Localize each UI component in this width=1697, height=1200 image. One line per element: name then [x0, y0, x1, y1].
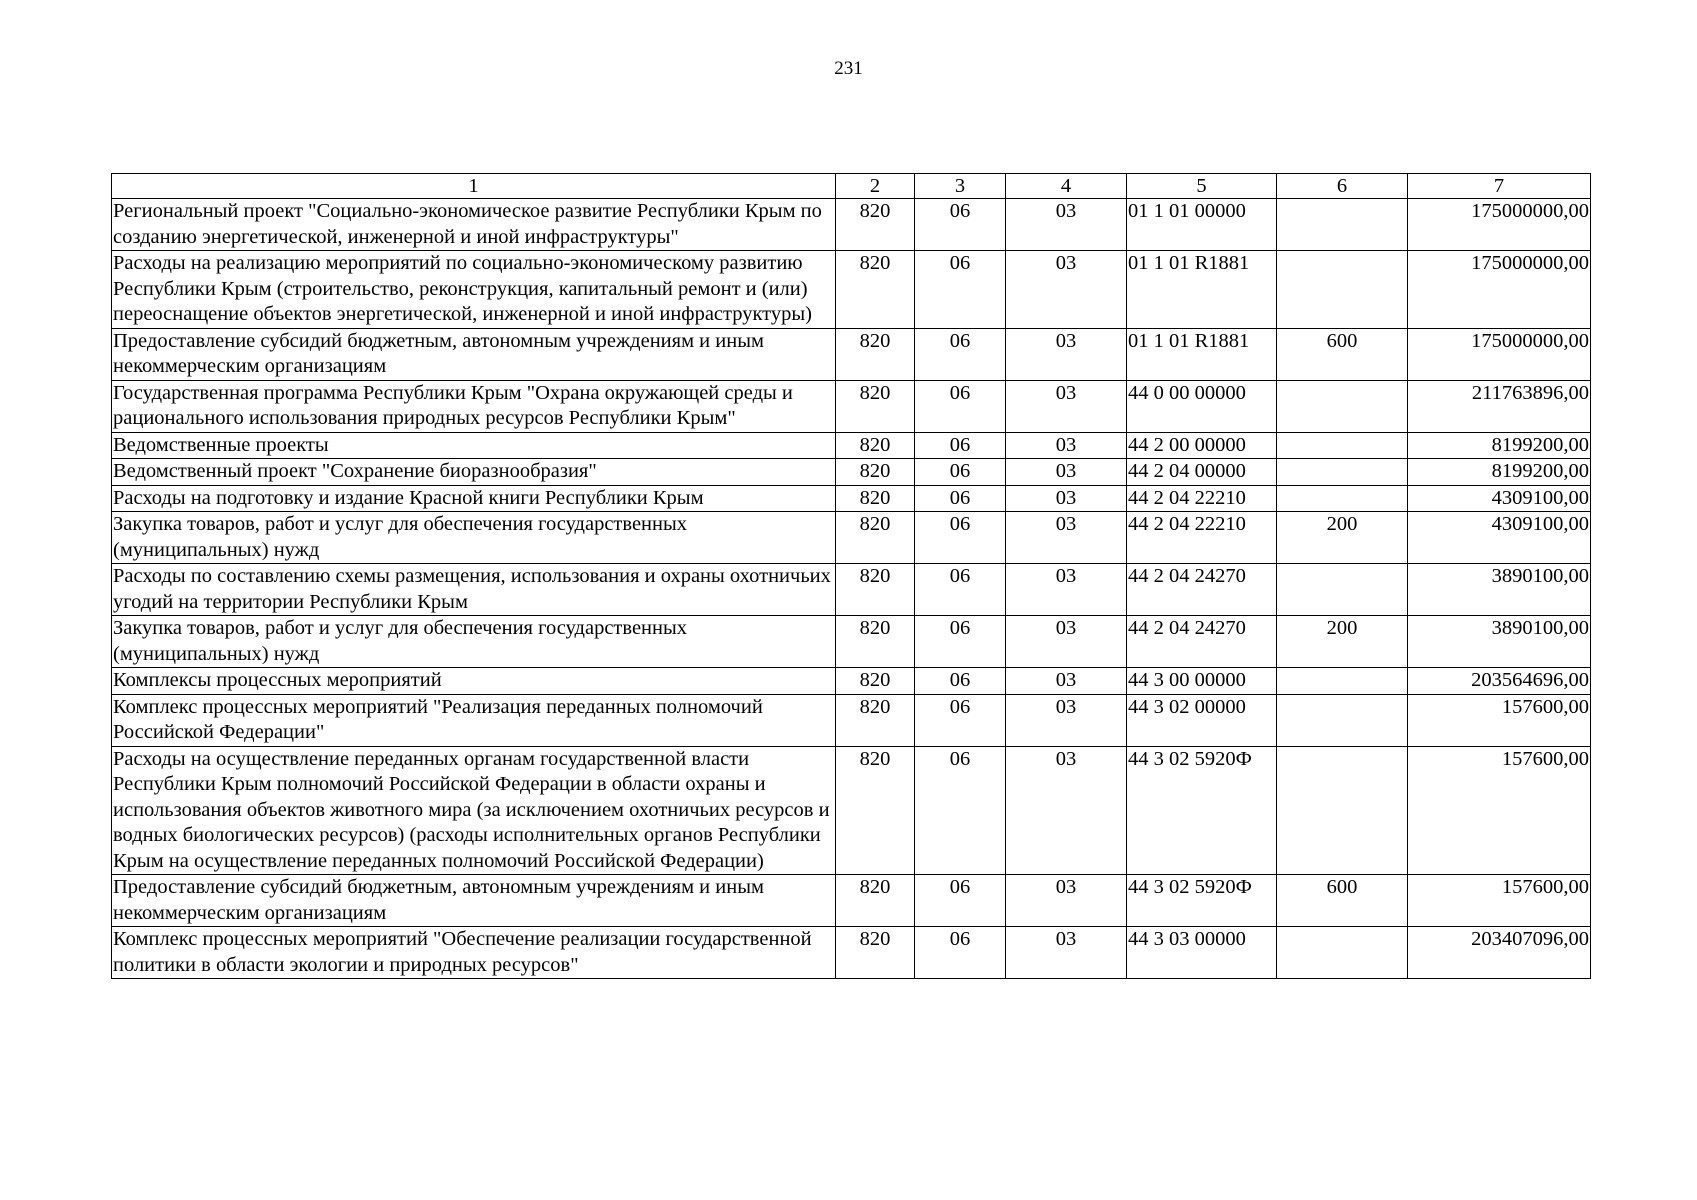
cell-col-7: 211763896,00 — [1408, 380, 1591, 432]
cell-col-6 — [1277, 694, 1408, 746]
cell-col-6 — [1277, 199, 1408, 251]
cell-col-7: 175000000,00 — [1408, 328, 1591, 380]
cell-name: Комплекс процессных мероприятий "Реализация переданных полномочий Российской Федерации" — [112, 694, 836, 746]
cell-col-7: 203564696,00 — [1408, 668, 1591, 695]
cell-col-2: 820 — [836, 927, 915, 979]
cell-col-6 — [1277, 380, 1408, 432]
cell-col-4: 03 — [1006, 694, 1127, 746]
cell-name: Расходы на осуществление переданных органам государственной власти Республики Крым полномочий Российской Федерации в области охраны и использования объектов животного мира (за исключением охотничьих ресурсов и водных биологических ресурсов) (расходы исполнительных органов Республики Крым на осуществление переданных полномочий Российской Федерации) — [112, 746, 836, 875]
cell-col-5: 44 2 04 22210 — [1127, 512, 1277, 564]
cell-col-7: 203407096,00 — [1408, 927, 1591, 979]
table-row — [112, 668, 1591, 695]
cell-col-2: 820 — [836, 694, 915, 746]
cell-col-5: 44 3 00 00000 — [1127, 668, 1277, 695]
cell-col-2: 820 — [836, 199, 915, 251]
cell-col-2: 820 — [836, 564, 915, 616]
table-row — [112, 694, 1591, 746]
cell-col-6 — [1277, 432, 1408, 459]
cell-col-6 — [1277, 668, 1408, 695]
cell-col-3: 06 — [915, 380, 1006, 432]
table-row — [112, 251, 1591, 329]
cell-col-7: 4309100,00 — [1408, 485, 1591, 512]
cell-name: Закупка товаров, работ и услуг для обеспечения государственных (муниципальных) нужд — [112, 616, 836, 668]
cell-name: Государственная программа Республики Крым "Охрана окружающей среды и рационального использования природных ресурсов Республики Крым" — [112, 380, 836, 432]
table-row — [112, 746, 1591, 875]
table-row — [112, 459, 1591, 486]
cell-col-6: 200 — [1277, 512, 1408, 564]
cell-col-6: 200 — [1277, 616, 1408, 668]
cell-col-4: 03 — [1006, 199, 1127, 251]
header-row — [112, 174, 1591, 199]
cell-col-3: 06 — [915, 694, 1006, 746]
cell-col-4: 03 — [1006, 251, 1127, 329]
cell-col-7: 4309100,00 — [1408, 512, 1591, 564]
cell-col-7: 3890100,00 — [1408, 564, 1591, 616]
cell-col-3: 06 — [915, 459, 1006, 486]
cell-col-3: 06 — [915, 668, 1006, 695]
cell-col-6 — [1277, 459, 1408, 486]
table-row — [112, 199, 1591, 251]
cell-col-2: 820 — [836, 616, 915, 668]
column-header: 6 — [1277, 174, 1408, 199]
cell-col-3: 06 — [915, 251, 1006, 329]
cell-name: Ведомственные проекты — [112, 432, 836, 459]
cell-col-5: 01 1 01 R1881 — [1127, 251, 1277, 329]
cell-col-6 — [1277, 927, 1408, 979]
cell-col-3: 06 — [915, 512, 1006, 564]
cell-col-4: 03 — [1006, 927, 1127, 979]
cell-col-6 — [1277, 485, 1408, 512]
cell-col-3: 06 — [915, 432, 1006, 459]
cell-name: Расходы на подготовку и издание Красной книги Республики Крым — [112, 485, 836, 512]
table-row — [112, 328, 1591, 380]
cell-col-3: 06 — [915, 564, 1006, 616]
cell-col-5: 01 1 01 00000 — [1127, 199, 1277, 251]
cell-col-2: 820 — [836, 512, 915, 564]
cell-col-4: 03 — [1006, 459, 1127, 486]
cell-col-5: 44 2 04 24270 — [1127, 616, 1277, 668]
cell-col-7: 175000000,00 — [1408, 251, 1591, 329]
cell-col-2: 820 — [836, 746, 915, 875]
cell-col-7: 3890100,00 — [1408, 616, 1591, 668]
cell-col-5: 44 3 02 5920Ф — [1127, 875, 1277, 927]
cell-col-4: 03 — [1006, 668, 1127, 695]
cell-col-7: 157600,00 — [1408, 694, 1591, 746]
cell-col-6: 600 — [1277, 875, 1408, 927]
cell-col-5: 44 3 03 00000 — [1127, 927, 1277, 979]
cell-col-4: 03 — [1006, 328, 1127, 380]
cell-col-2: 820 — [836, 432, 915, 459]
cell-col-3: 06 — [915, 328, 1006, 380]
table-row — [112, 512, 1591, 564]
column-header: 2 — [836, 174, 915, 199]
cell-col-3: 06 — [915, 875, 1006, 927]
cell-col-2: 820 — [836, 485, 915, 512]
cell-name: Региональный проект "Социально-экономическое развитие Республики Крым по созданию энергетической, инженерной и иной инфраструктуры" — [112, 199, 836, 251]
cell-col-7: 8199200,00 — [1408, 432, 1591, 459]
cell-col-4: 03 — [1006, 380, 1127, 432]
cell-col-5: 01 1 01 R1881 — [1127, 328, 1277, 380]
cell-col-3: 06 — [915, 199, 1006, 251]
cell-col-3: 06 — [915, 485, 1006, 512]
cell-col-7: 157600,00 — [1408, 875, 1591, 927]
cell-col-4: 03 — [1006, 485, 1127, 512]
cell-col-4: 03 — [1006, 512, 1127, 564]
table-row — [112, 564, 1591, 616]
table-row — [112, 432, 1591, 459]
cell-col-4: 03 — [1006, 432, 1127, 459]
cell-name: Предоставление субсидий бюджетным, автономным учреждениям и иным некоммерческим организациям — [112, 875, 836, 927]
cell-name: Расходы на реализацию мероприятий по социально-экономическому развитию Республики Крым (строительство, реконструкция, капитальный ремонт и (или) переоснащение объектов энергетической, инженерной и иной инфраструктуры) — [112, 251, 836, 329]
cell-col-6: 600 — [1277, 328, 1408, 380]
cell-col-4: 03 — [1006, 875, 1127, 927]
table-row — [112, 616, 1591, 668]
cell-col-2: 820 — [836, 875, 915, 927]
cell-name: Закупка товаров, работ и услуг для обеспечения государственных (муниципальных) нужд — [112, 512, 836, 564]
cell-col-5: 44 2 04 00000 — [1127, 459, 1277, 486]
cell-name: Комплекс процессных мероприятий "Обеспечение реализации государственной политики в области экологии и природных ресурсов" — [112, 927, 836, 979]
cell-col-5: 44 3 02 5920Ф — [1127, 746, 1277, 875]
cell-col-5: 44 0 00 00000 — [1127, 380, 1277, 432]
cell-col-5: 44 2 04 24270 — [1127, 564, 1277, 616]
cell-col-2: 820 — [836, 380, 915, 432]
cell-col-4: 03 — [1006, 746, 1127, 875]
table-row — [112, 380, 1591, 432]
page-number: 231 — [834, 58, 863, 79]
cell-col-7: 8199200,00 — [1408, 459, 1591, 486]
cell-col-5: 44 2 04 22210 — [1127, 485, 1277, 512]
cell-name: Комплексы процессных мероприятий — [112, 668, 836, 695]
cell-col-4: 03 — [1006, 564, 1127, 616]
cell-col-7: 175000000,00 — [1408, 199, 1591, 251]
cell-col-2: 820 — [836, 459, 915, 486]
cell-col-2: 820 — [836, 328, 915, 380]
cell-name: Расходы по составлению схемы размещения, использования и охраны охотничьих угодий на территории Республики Крым — [112, 564, 836, 616]
cell-col-6 — [1277, 746, 1408, 875]
column-header: 7 — [1408, 174, 1591, 199]
table-row — [112, 485, 1591, 512]
cell-col-2: 820 — [836, 251, 915, 329]
cell-col-2: 820 — [836, 668, 915, 695]
cell-col-5: 44 3 02 00000 — [1127, 694, 1277, 746]
cell-col-7: 157600,00 — [1408, 746, 1591, 875]
column-header: 5 — [1127, 174, 1277, 199]
budget-table — [111, 173, 1591, 979]
cell-col-6 — [1277, 564, 1408, 616]
cell-col-4: 03 — [1006, 616, 1127, 668]
cell-name: Предоставление субсидий бюджетным, автономным учреждениям и иным некоммерческим организациям — [112, 328, 836, 380]
table-row — [112, 927, 1591, 979]
cell-col-5: 44 2 00 00000 — [1127, 432, 1277, 459]
column-header: 4 — [1006, 174, 1127, 199]
table-row — [112, 875, 1591, 927]
column-header: 3 — [915, 174, 1006, 199]
cell-col-3: 06 — [915, 927, 1006, 979]
cell-name: Ведомственный проект "Сохранение биоразнообразия" — [112, 459, 836, 486]
cell-col-6 — [1277, 251, 1408, 329]
cell-col-3: 06 — [915, 616, 1006, 668]
column-header: 1 — [112, 174, 836, 199]
cell-col-3: 06 — [915, 746, 1006, 875]
